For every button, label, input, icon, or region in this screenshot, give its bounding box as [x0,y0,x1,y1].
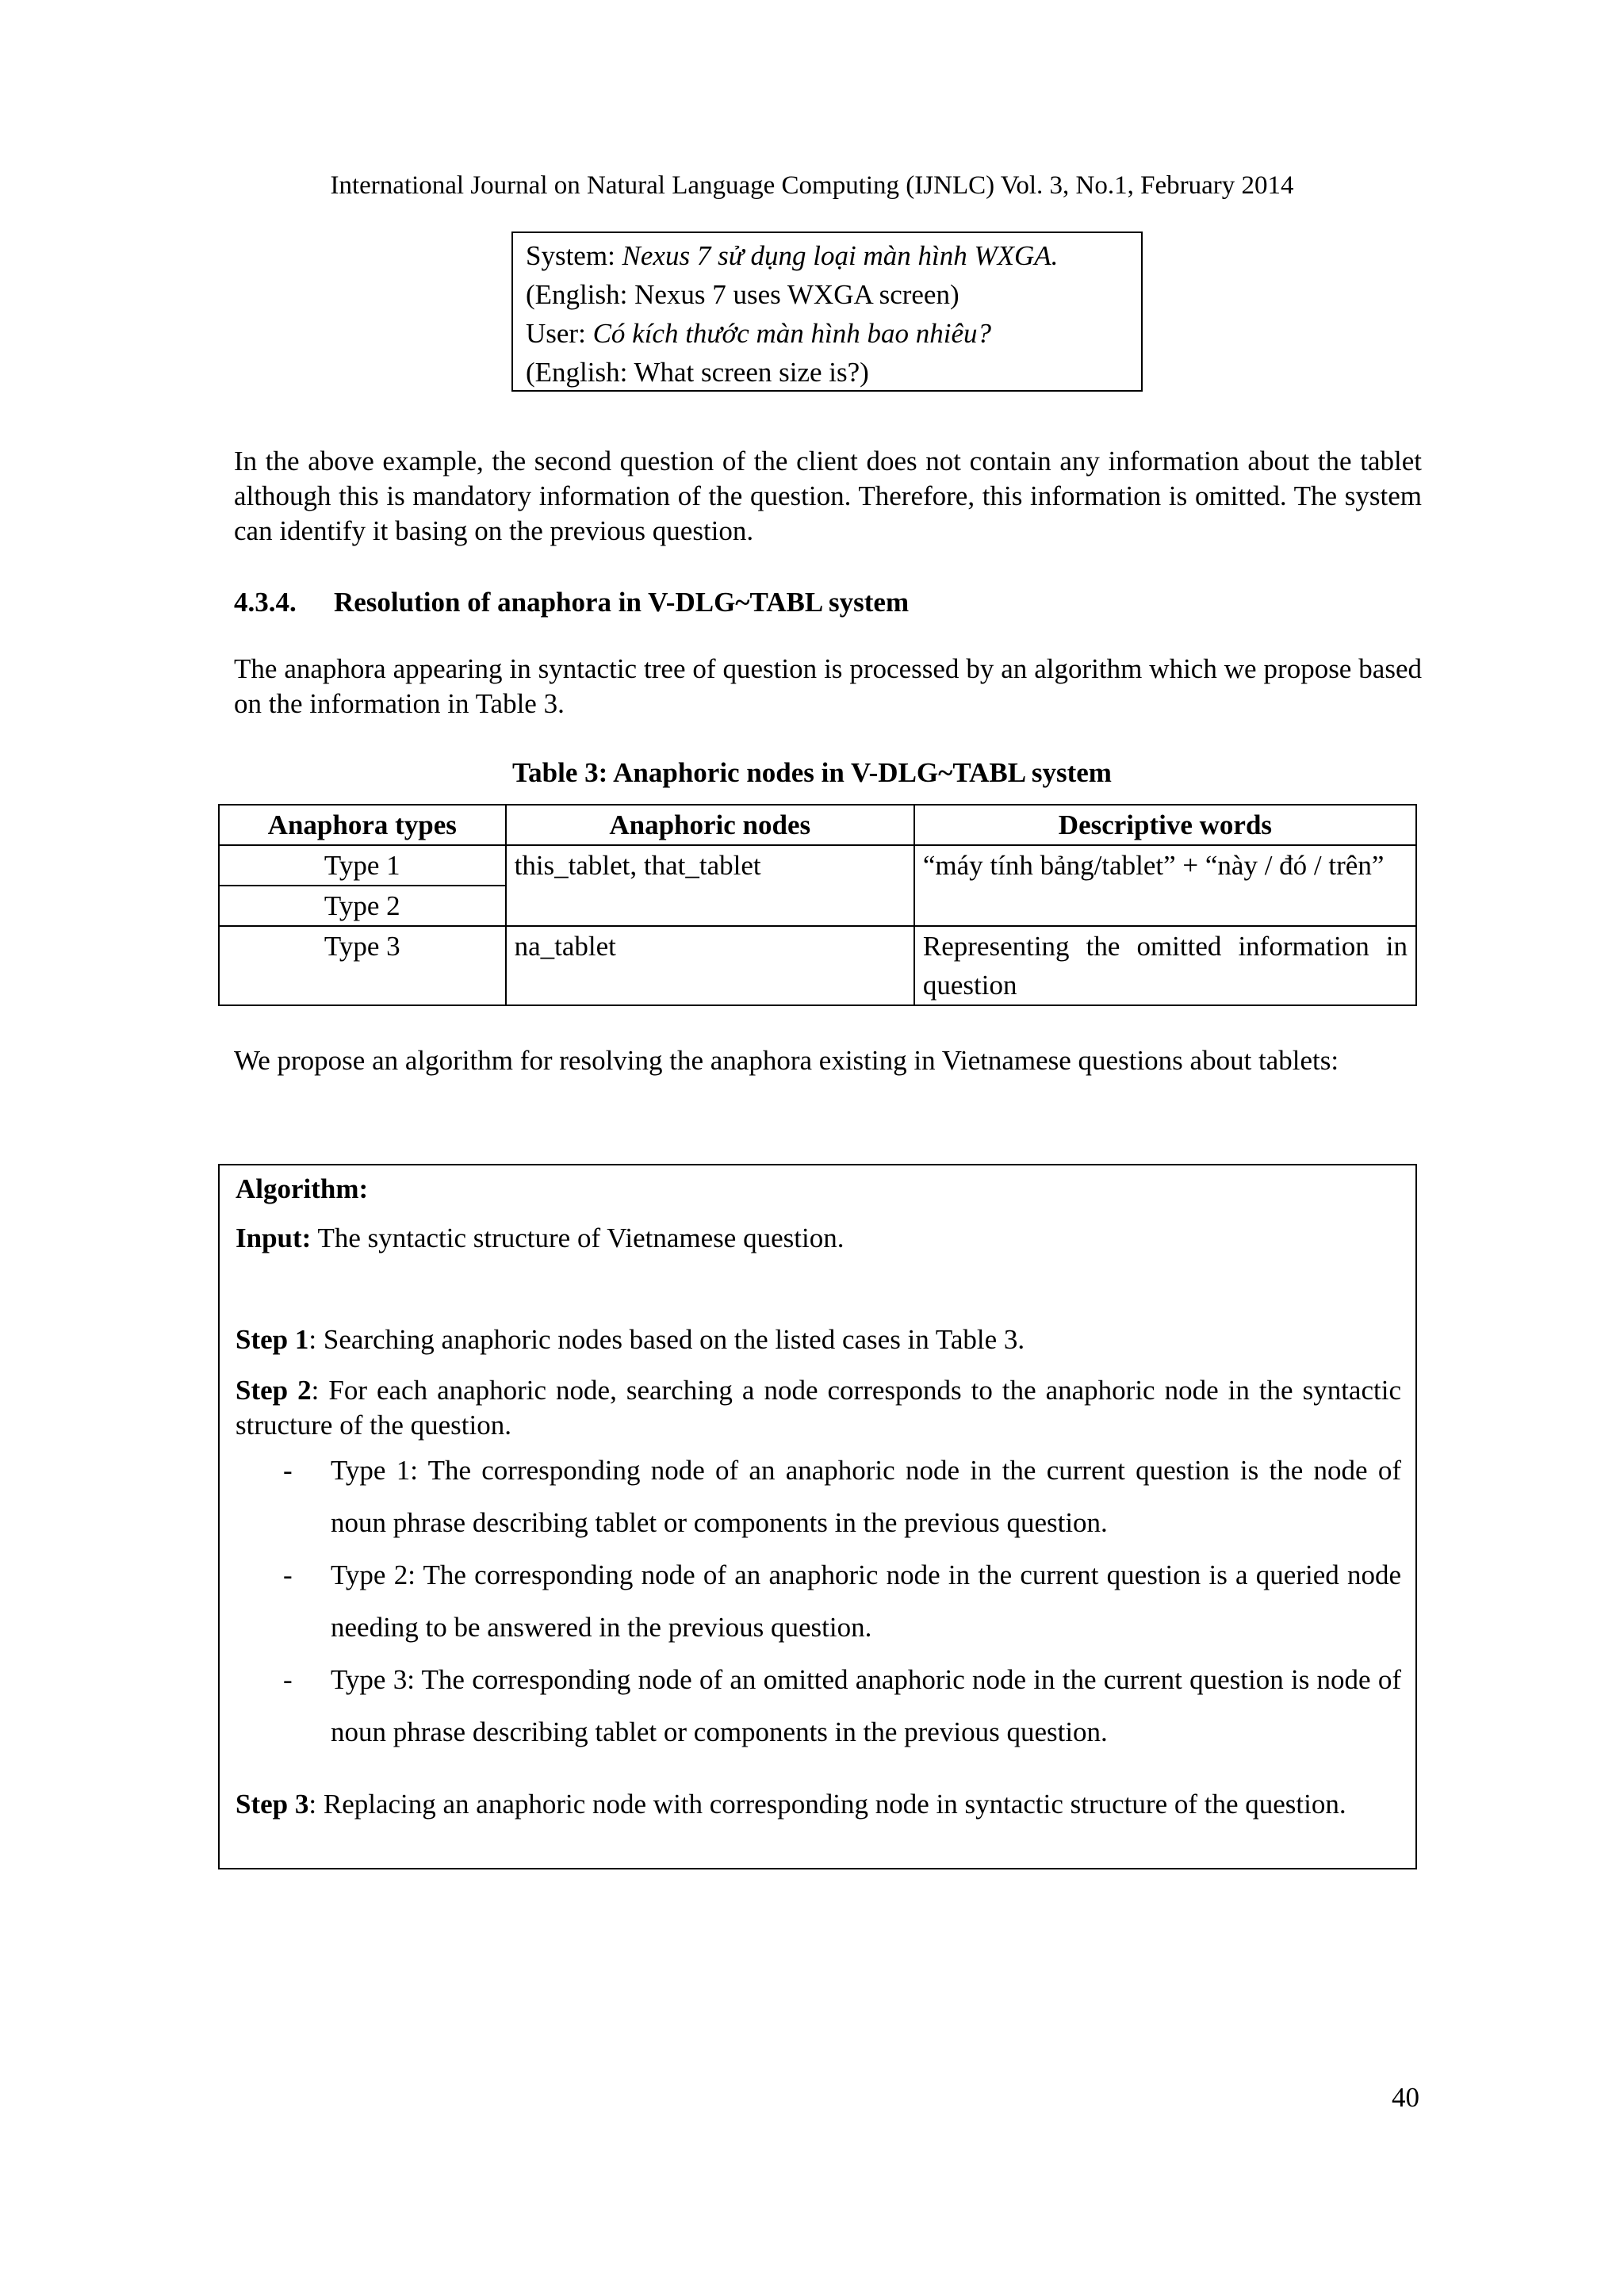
algorithm-step-3: Step 3: Replacing an anaphoric node with corresponding node in syntactic structure of the question. [236,1789,1346,1820]
system-english: (English: Nexus 7 uses WXGA screen) [526,279,959,310]
bullet-dash: - [283,1559,293,1590]
user-utterance: Có kích thước màn hình bao nhiêu? [592,318,991,349]
table-cell-type: Type 2 [219,886,506,926]
page-number: 40 [1392,2082,1419,2113]
system-line: System: Nexus 7 sử dụng loại màn hình WXGA. [526,240,1059,271]
dialog-example-box [511,232,1143,392]
user-english: (English: What screen size is?) [526,357,869,388]
table-row [219,926,1416,1005]
algorithm-bullet: - Type 3: The corresponding node of an omitted anaphoric node in the current question is node of noun phrase describing tablet or components in the previous question. [283,1654,1401,1758]
table-cell-nodes: this_tablet, that_tablet [506,845,914,926]
table-header: Anaphora types [219,805,506,845]
section-title: Resolution of anaphora in V-DLG~TABL system [334,587,910,618]
user-line: User: Có kích thước màn hình bao nhiêu? [526,318,991,349]
algorithm-input: Input: The syntactic structure of Vietnamese question. [236,1223,845,1253]
table-cell-type: Type 1 [219,845,506,886]
algorithm-bullet: - Type 2: The corresponding node of an anaphoric node in the current question is a queried node needing to be answered in the previous question. [283,1549,1401,1654]
table-cell-type: Type 3 [219,926,506,1005]
algorithm-bullet: - Type 1: The corresponding node of an anaphoric node in the current question is the node of noun phrase describing tablet or components in the previous question. [283,1445,1401,1549]
algorithm-step-2: Step 2: For each anaphoric node, searching a node corresponds to the anaphoric node in the syntactic structure of the question. [236,1375,1401,1441]
table-caption: Table 3: Anaphoric nodes in V-DLG~TABL system [512,757,1112,788]
table-cell-words: “máy tính bảng/tablet” + “này / đó / trên” [914,845,1416,926]
algorithm-box [218,1164,1417,1869]
running-header: International Journal on Natural Language Computing (IJNLC) Vol. 3, No.1, February 2014 [330,171,1294,200]
paragraph-2: The anaphora appearing in syntactic tree of question is processed by an algorithm which we propose based on the information in Table 3. [234,653,1422,719]
bullet-dash: - [283,1455,293,1486]
table-header: Descriptive words [914,805,1416,845]
section-number: 4.3.4. [234,587,297,618]
section-heading [234,585,909,620]
table-cell-words: Representing the omitted information in question [914,926,1416,1005]
table-header-row [219,805,1416,845]
anaphora-table [218,804,1417,1006]
bullet-dash: - [283,1664,293,1695]
algorithm-step-1: Step 1: Searching anaphoric nodes based on the listed cases in Table 3. [236,1324,1025,1355]
paragraph-3: We propose an algorithm for resolving the anaphora existing in Vietnamese questions about tablets: [234,1045,1339,1076]
table-cell-nodes: na_tablet [506,926,914,1005]
table-header: Anaphoric nodes [506,805,914,845]
algorithm-title: Algorithm: [236,1173,369,1204]
paragraph-1: In the above example, the second question of the client does not contain any information about the tablet although this is mandatory information of the question. Therefore, this information is omitted. The system can identify it basing on the previous question. [234,446,1422,546]
system-utterance: Nexus 7 sử dụng loại màn hình WXGA. [622,240,1059,271]
table-row [219,845,1416,886]
